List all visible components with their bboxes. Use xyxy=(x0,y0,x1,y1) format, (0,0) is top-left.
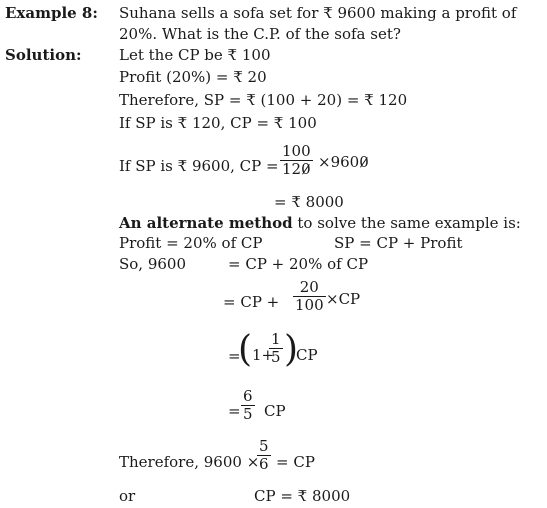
solution-result: = ₹ 8000 xyxy=(274,193,344,211)
fraction-1-over-5 xyxy=(269,331,283,366)
alternate-cp-plus-20pct: = CP + 20% of CP xyxy=(228,255,369,273)
alternate-step-3-suffix: ×CP xyxy=(326,290,361,308)
alternate-step-5-cp: CP xyxy=(264,402,286,420)
fraction-100-over-120 xyxy=(280,143,313,178)
solution-line-5-prefix: If SP is ₹ 9600, CP = xyxy=(119,157,279,175)
example-label: Example 8: xyxy=(5,4,98,22)
fraction-numerator: 1 xyxy=(271,330,281,348)
right-paren: ) xyxy=(284,329,299,370)
alternate-sp-def: SP = CP + Profit xyxy=(334,234,463,252)
alternate-heading: An alternate method to solve the same example is: xyxy=(119,214,521,232)
solution-label: Solution: xyxy=(5,46,82,64)
alternate-step-7-or: or xyxy=(119,487,136,505)
solution-line-3: Therefore, SP = ₹ (100 + 20) = ₹ 120 xyxy=(119,91,408,109)
cancelled-zero: 0 xyxy=(301,160,311,178)
alternate-step-5-equals: = xyxy=(228,402,241,420)
solution-line-2: Profit (20%) = ₹ 20 xyxy=(119,68,267,86)
alternate-step-6-suffix: = CP xyxy=(276,453,315,471)
times-9600: ×9600 xyxy=(318,153,369,171)
solution-line-1: Let the CP be ₹ 100 xyxy=(119,46,271,64)
fraction-denominator: 100 xyxy=(295,296,324,314)
fraction-5-over-6 xyxy=(257,438,271,473)
fraction-denominator: 5 xyxy=(243,405,253,423)
alternate-profit-def: Profit = 20% of CP xyxy=(119,234,263,252)
one-plus: 1+ xyxy=(252,346,275,364)
fraction-numerator: 100 xyxy=(282,142,311,160)
left-paren: ( xyxy=(238,329,253,370)
alternate-so-9600: So, 9600 xyxy=(119,255,187,273)
fraction-denominator: 5 xyxy=(271,348,281,366)
alternate-step-4-cp: CP xyxy=(296,346,318,364)
fraction-numerator: 20 xyxy=(299,278,319,296)
alternate-final-answer: CP = ₹ 8000 xyxy=(254,487,351,505)
alternate-step-3-prefix: = CP + xyxy=(223,293,280,311)
example-text-line-1: Suhana sells a sofa set for ₹ 9600 making a profit of xyxy=(119,4,517,22)
solution-line-4: If SP is ₹ 120, CP = ₹ 100 xyxy=(119,114,317,132)
example-text-line-2: 20%. What is the C.P. of the sofa set? xyxy=(119,25,401,43)
fraction-20-over-100 xyxy=(293,279,326,314)
fraction-denominator: 120 xyxy=(282,160,311,178)
cancelled-zero: 0 xyxy=(359,153,369,171)
fraction-numerator: 6 xyxy=(243,387,253,405)
alternate-step-6-prefix: Therefore, 9600 × xyxy=(119,453,260,471)
fraction-denominator: 6 xyxy=(259,455,269,473)
fraction-6-over-5 xyxy=(241,388,255,423)
fraction-numerator: 5 xyxy=(259,437,269,455)
alternate-step-4-equals: = xyxy=(228,347,241,365)
